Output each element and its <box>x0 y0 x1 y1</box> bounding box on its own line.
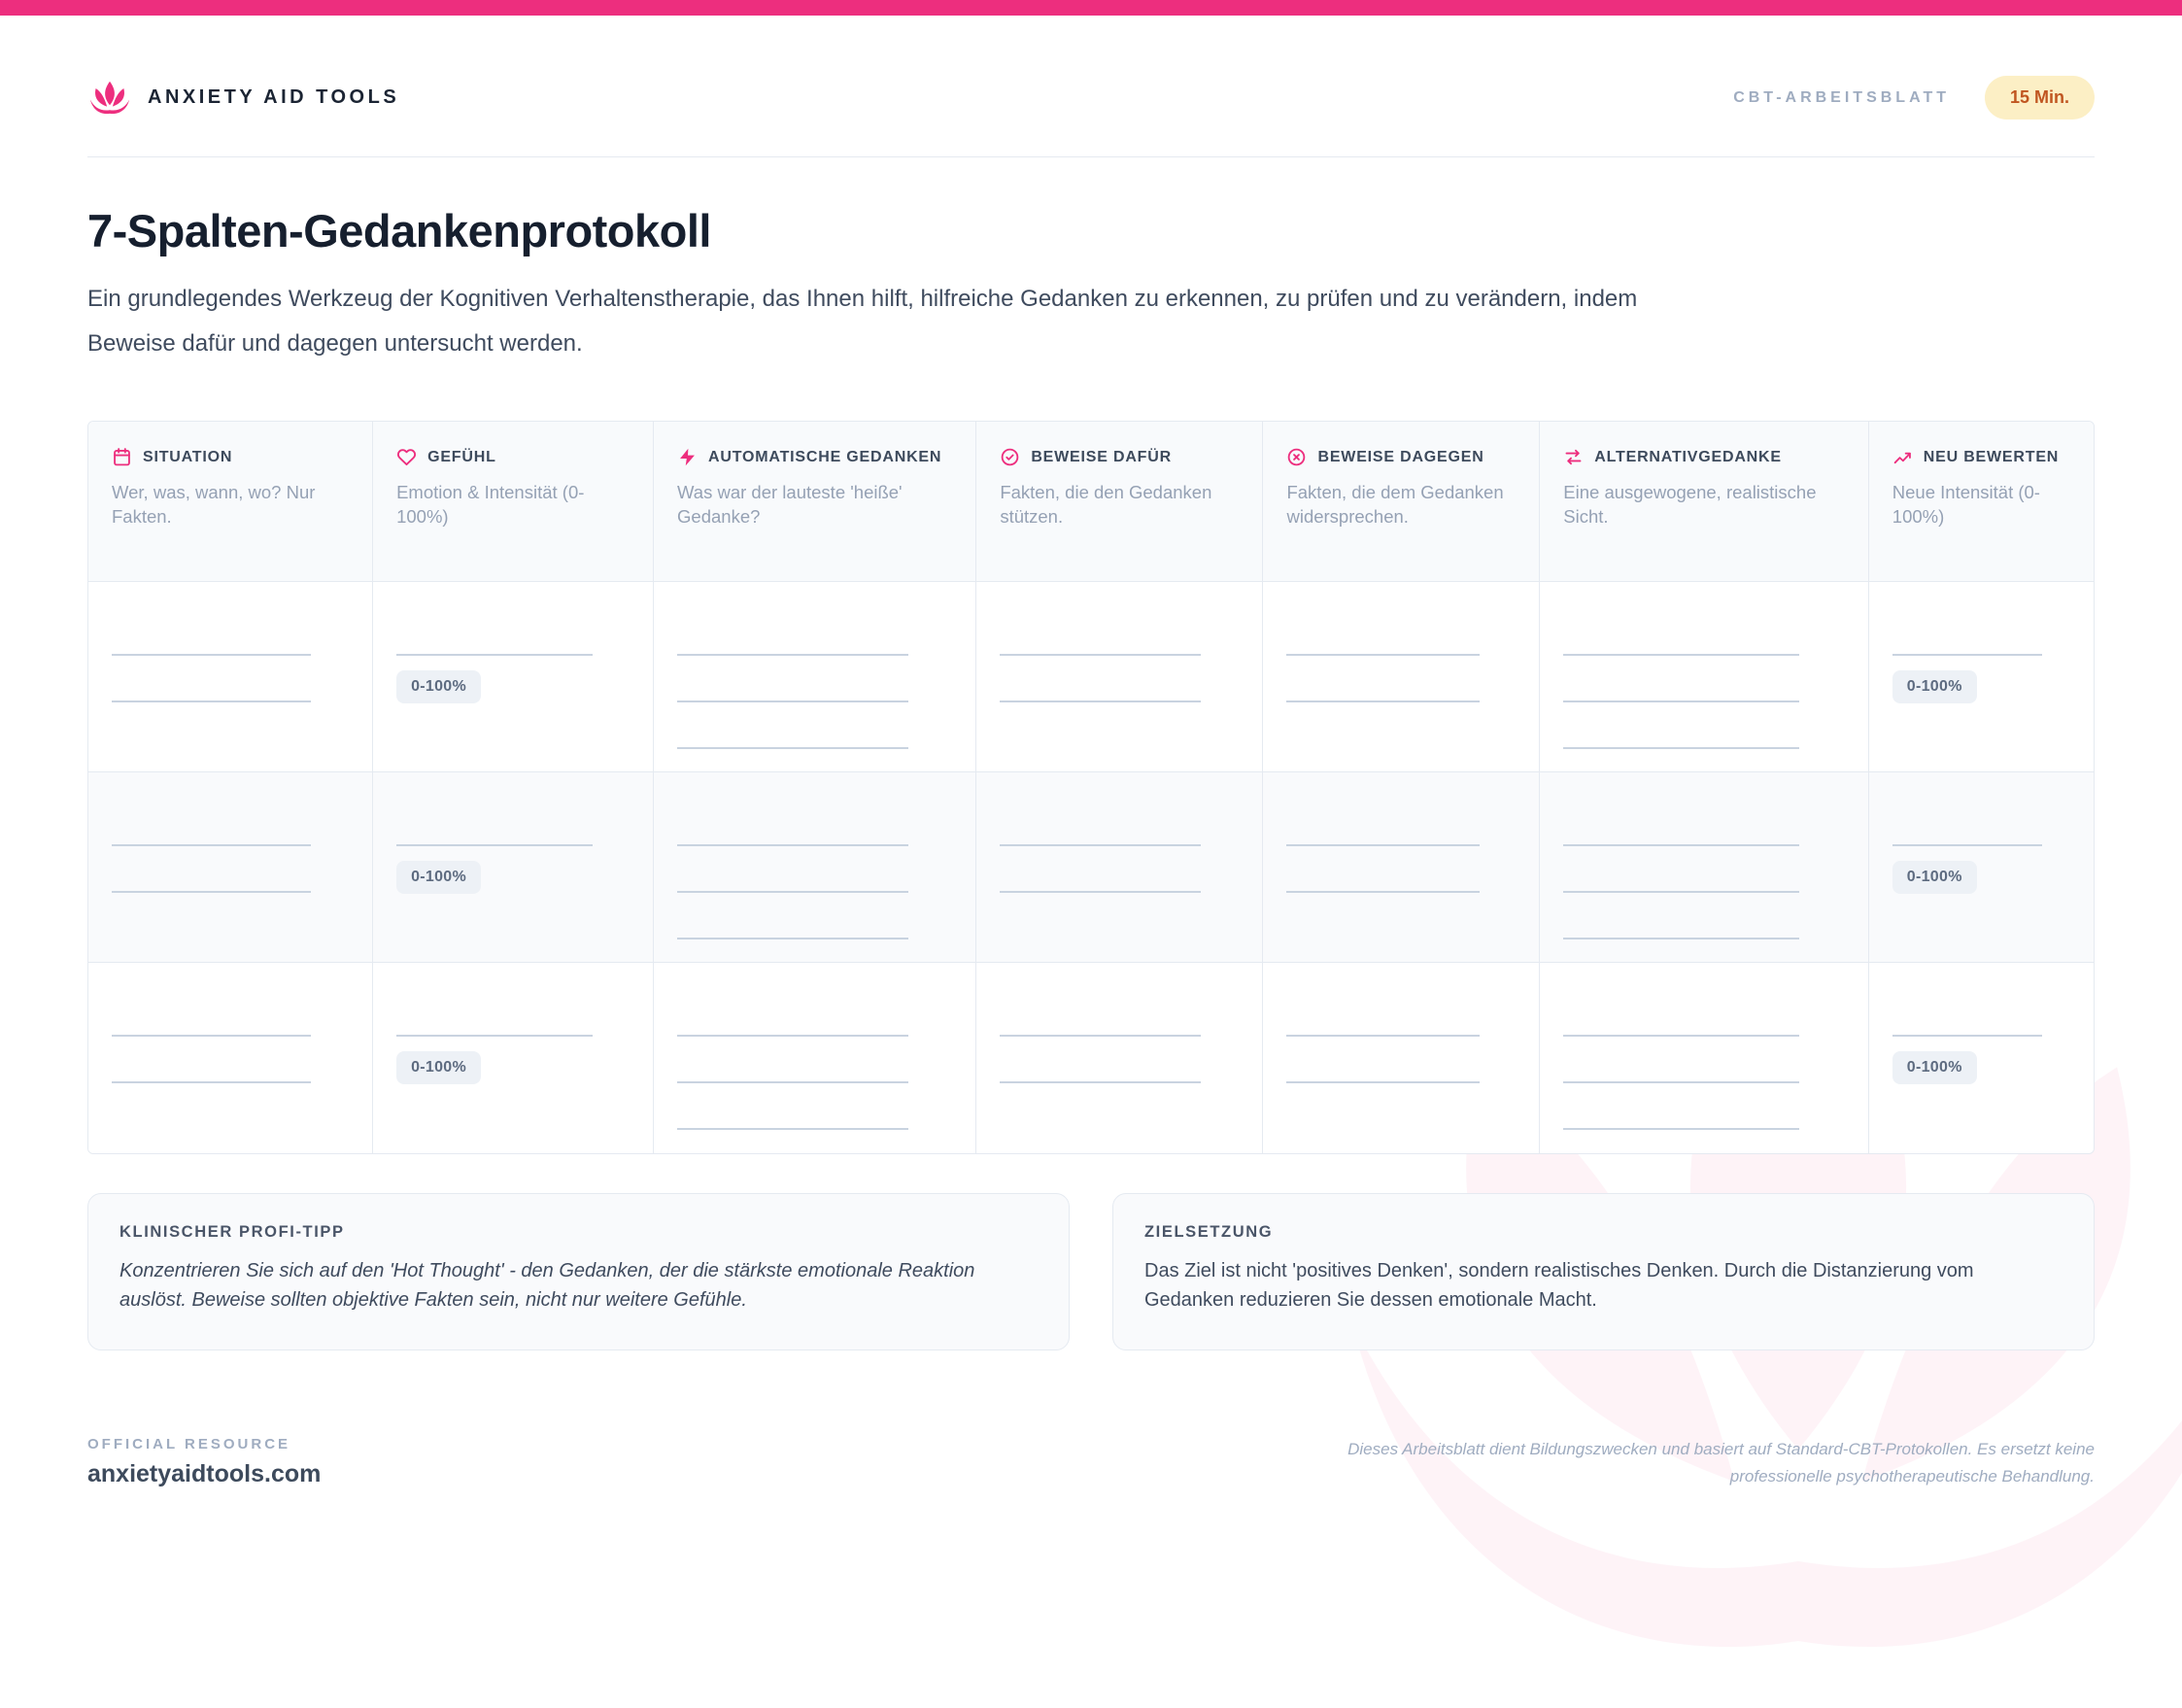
column-subtitle: Emotion & Intensität (0-100%) <box>396 481 585 527</box>
write-line <box>112 1037 311 1083</box>
website-text: anxietyaidtools.com <box>87 1460 322 1487</box>
header-divider <box>87 156 2095 157</box>
column-title: NEU BEWERTEN <box>1923 449 2060 465</box>
write-line <box>677 1083 908 1130</box>
tip-boxes <box>87 1193 2095 1350</box>
write-line <box>1000 800 1201 846</box>
column-title: GEFÜHL <box>427 449 496 465</box>
entry-cell-alternativgedanke-row2 <box>1540 772 1868 963</box>
column-header-alternativgedanke <box>1540 422 1868 582</box>
entry-cell-situation-row1 <box>88 582 373 772</box>
check-circle-icon <box>1000 447 1020 467</box>
write-line <box>1892 990 2042 1037</box>
entry-cell-situation-row3 <box>88 963 373 1153</box>
write-line <box>677 990 908 1037</box>
write-line <box>677 702 908 749</box>
column-subtitle: Eine ausgewogene, realistische Sicht. <box>1563 481 1817 527</box>
write-line <box>1892 609 2042 656</box>
x-circle-icon <box>1286 447 1307 467</box>
entry-cell-gefuehl-row3 <box>373 963 654 1153</box>
write-line <box>1286 990 1479 1037</box>
header-right <box>1733 76 2095 120</box>
goal-heading: ZIELSETZUNG <box>1144 1223 1274 1241</box>
column-header-automatische-gedanken <box>654 422 976 582</box>
goal-box <box>1112 1193 2095 1350</box>
swap-arrows-icon <box>1563 447 1584 467</box>
write-line <box>396 800 593 846</box>
disclaimer-text: Dieses Arbeitsblatt dient Bildungszwecken und basiert auf Standard-CBT-Protokollen. Es ersetzt keine professionelle psychotherapeutische Behandlung. <box>1347 1440 2095 1486</box>
page-subtitle: Ein grundlegendes Werkzeug der Kognitiven Verhaltenstherapie, das Ihnen hilft, hilfreiche Gedanken zu erkennen, zu prüfen und zu verändern, indem Beweise dafür und dagegen untersucht werden. <box>87 286 1638 357</box>
column-title: AUTOMATISCHE GEDANKEN <box>708 449 942 465</box>
lotus-logo-icon <box>87 79 132 118</box>
column-title: SITUATION <box>143 449 233 465</box>
write-line <box>1000 656 1201 702</box>
heart-icon <box>396 447 417 467</box>
write-line <box>1563 1083 1799 1130</box>
brand-name: ANXIETY AID TOOLS <box>148 86 400 108</box>
entry-cell-alternativgedanke-row1 <box>1540 582 1868 772</box>
write-line <box>1563 990 1799 1037</box>
write-line <box>112 846 311 893</box>
write-line <box>1000 1037 1201 1083</box>
write-line <box>1286 846 1479 893</box>
entry-cell-alternativgedanke-row3 <box>1540 963 1868 1153</box>
write-line <box>1286 609 1479 656</box>
write-line <box>112 800 311 846</box>
thought-record-table <box>87 421 2095 1154</box>
column-title: BEWEISE DAGEGEN <box>1317 449 1484 465</box>
worksheet-page <box>87 0 2095 1490</box>
goal-body: Das Ziel ist nicht 'positives Denken', sondern realistisches Denken. Durch die Distanzierung vom Gedanken reduzieren Sie dessen emotionale Macht. <box>1144 1260 1974 1311</box>
column-subtitle: Neue Intensität (0-100%) <box>1892 481 2040 527</box>
write-line <box>1286 800 1479 846</box>
column-subtitle: Fakten, die den Gedanken stützen. <box>1000 481 1212 527</box>
entry-cell-neu-bewerten-row2 <box>1869 772 2094 963</box>
column-header-beweise-dagegen <box>1263 422 1540 582</box>
write-line <box>1892 800 2042 846</box>
intensity-badge: 0-100% <box>1892 670 1977 703</box>
write-line <box>112 609 311 656</box>
lightning-icon <box>677 447 698 467</box>
clinical-tip-body: Konzentrieren Sie sich auf den 'Hot Thought' - den Gedanken, der die stärkste emotionale Reaktion auslöst. Beweise sollten objektive Fakten sein, nicht nur weitere Gefühle. <box>119 1260 975 1311</box>
write-line <box>677 609 908 656</box>
entry-cell-beweise-dagegen-row1 <box>1263 582 1540 772</box>
column-title: BEWEISE DAFÜR <box>1031 449 1172 465</box>
entry-cell-beweise-dafuer-row1 <box>976 582 1263 772</box>
entry-cell-automatische-gedanken-row1 <box>654 582 976 772</box>
write-line <box>1563 656 1799 702</box>
write-line <box>677 1037 908 1083</box>
entry-cell-beweise-dafuer-row3 <box>976 963 1263 1153</box>
intensity-badge: 0-100% <box>1892 861 1977 894</box>
column-subtitle: Fakten, die dem Gedanken widersprechen. <box>1286 481 1504 527</box>
write-line <box>1000 846 1201 893</box>
page-title: 7-Spalten-Gedankenprotokoll <box>87 205 711 256</box>
write-line <box>112 990 311 1037</box>
duration-badge: 15 Min. <box>1985 76 2095 120</box>
write-line <box>1563 800 1799 846</box>
write-line <box>1563 702 1799 749</box>
official-resource-label: OFFICIAL RESOURCE <box>87 1436 291 1452</box>
entry-cell-beweise-dafuer-row2 <box>976 772 1263 963</box>
entry-cell-neu-bewerten-row1 <box>1869 582 2094 772</box>
write-line <box>1000 990 1201 1037</box>
write-line <box>396 609 593 656</box>
write-line <box>677 656 908 702</box>
page-header <box>87 76 2095 120</box>
clinical-tip-box <box>87 1193 1070 1350</box>
doc-type-label: CBT-ARBEITSBLATT <box>1733 88 1950 106</box>
entry-cell-beweise-dagegen-row3 <box>1263 963 1540 1153</box>
calendar-icon <box>112 447 132 467</box>
column-subtitle: Was war der lauteste 'heiße' Gedanke? <box>677 481 903 527</box>
write-line <box>396 990 593 1037</box>
write-line <box>677 800 908 846</box>
entry-cell-situation-row2 <box>88 772 373 963</box>
page-footer <box>87 1436 2095 1490</box>
intensity-badge: 0-100% <box>396 861 481 894</box>
entry-cell-neu-bewerten-row3 <box>1869 963 2094 1153</box>
write-line <box>1000 609 1201 656</box>
clinical-tip-heading: KLINISCHER PROFI-TIPP <box>119 1223 345 1241</box>
column-header-situation <box>88 422 373 582</box>
brand <box>87 79 399 118</box>
column-header-gefuehl <box>373 422 654 582</box>
intensity-badge: 0-100% <box>396 670 481 703</box>
write-line <box>1563 893 1799 939</box>
write-line <box>1286 1037 1479 1083</box>
column-header-neu-bewerten <box>1869 422 2094 582</box>
write-line <box>112 656 311 702</box>
write-line <box>677 846 908 893</box>
entry-cell-automatische-gedanken-row3 <box>654 963 976 1153</box>
entry-cell-gefuehl-row1 <box>373 582 654 772</box>
write-line <box>1563 609 1799 656</box>
write-line <box>1563 846 1799 893</box>
intensity-badge: 0-100% <box>1892 1051 1977 1084</box>
write-line <box>677 893 908 939</box>
entry-cell-beweise-dagegen-row2 <box>1263 772 1540 963</box>
column-header-beweise-dafuer <box>976 422 1263 582</box>
entry-cell-gefuehl-row2 <box>373 772 654 963</box>
column-subtitle: Wer, was, wann, wo? Nur Fakten. <box>112 481 316 527</box>
column-title: ALTERNATIVGEDANKE <box>1594 449 1782 465</box>
footer-left <box>87 1436 321 1488</box>
write-line <box>1286 656 1479 702</box>
entry-cell-automatische-gedanken-row2 <box>654 772 976 963</box>
intensity-badge: 0-100% <box>396 1051 481 1084</box>
write-line <box>1563 1037 1799 1083</box>
trend-chart-icon <box>1892 447 1913 467</box>
